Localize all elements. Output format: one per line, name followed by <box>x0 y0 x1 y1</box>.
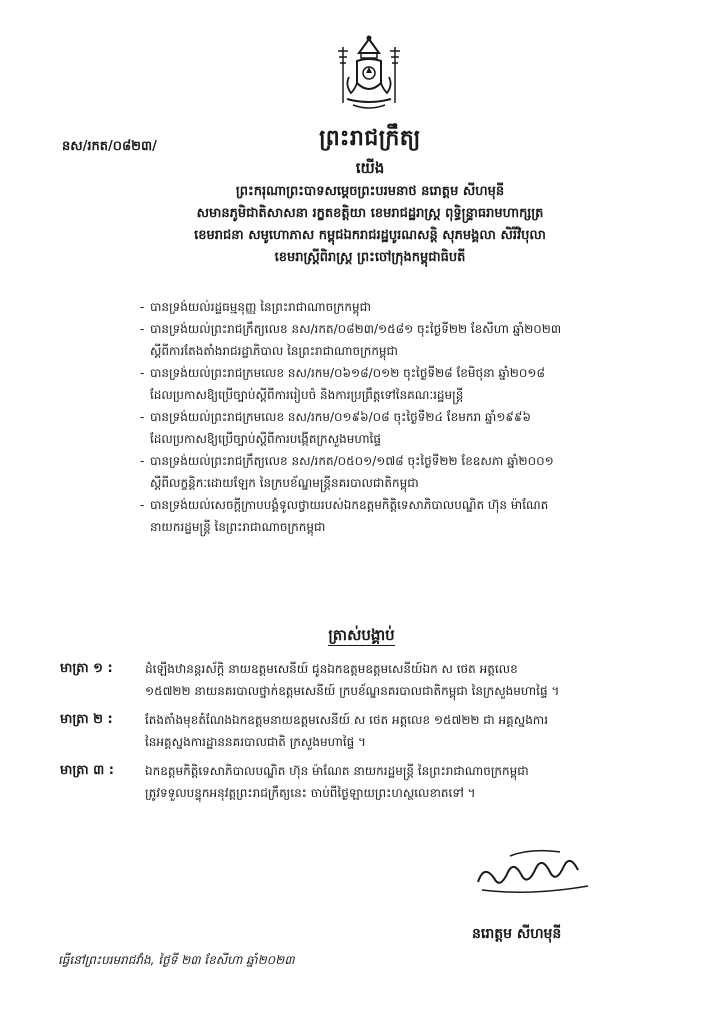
reference-text: ដែលប្រកាសឱ្យប្រើច្បាប់ស្តីពីការរៀបចំ និងការប្រព្រឹត្តទៅនៃគណៈរដ្ឋមន្ត្រី <box>150 388 464 402</box>
royal-signature <box>470 842 620 902</box>
decision-heading <box>0 626 723 648</box>
king-title-line: ព្រះករុណាព្រះបាទសម្តេចព្រះបរមនាថ នរោត្តម សីហមុនី <box>235 184 505 199</box>
article-body <box>145 760 690 804</box>
king-title-line: សមានភូមិជាតិសាសនា រក្ខតខត្តិយា ខេមរាជដ្ឋរាស្ត្រ ពុទ្ធិន្ទ្រាធរាមហាក្សត្រ <box>196 206 544 221</box>
article-text: ឯកឧត្តមកិត្តិទេសាភិបាលបណ្ឌិត ហ៊ុន ម៉ាណែត នាយករដ្ឋមន្ត្រី នៃព្រះរាជាណាចក្រកម្ពុជា <box>145 764 529 778</box>
article-label: មាត្រា ១ : <box>60 661 113 676</box>
article-item <box>60 709 690 753</box>
reference-text: ស្តីពីការតែងតាំងរាជរដ្ឋាភិបាល នៃព្រះរាជាណាចក្រកម្ពុជា <box>150 344 398 358</box>
document-number: នស/រកត/០៨២៣/ <box>62 139 157 154</box>
reference-item: - បានទ្រង់យល់រដ្ឋធម្មនុញ្ញ នៃព្រះរាជាណាចក្រកម្ពុជា <box>140 300 372 314</box>
reference-text: បានទ្រង់យល់ព្រះរាជក្រឹត្យលេខ នស/រកត/០៥០១/១៧៨ ចុះថ្ងៃទី២២ ខែឧសភា ឆ្នាំ២០០១ <box>150 454 554 468</box>
reference-text: បានទ្រង់យល់រដ្ឋធម្មនុញ្ញ នៃព្រះរាជាណាចក្រកម្ពុជា <box>150 300 372 314</box>
article-body <box>145 709 690 753</box>
document-title: ព្រះរាជក្រឹត្យ <box>319 126 421 151</box>
reference-item: - បានទ្រង់យល់ព្រះរាជក្រឹត្យលេខ នស/រកត/០៥០១/១៧៨ ចុះថ្ងៃទី២២ ខែឧសភា ឆ្នាំ២០០១ ស្តីពីលក្ខន្តិកៈដោយឡែក នៃក្របខ័ណ្ឌមន្ត្រីនគរបាលជាតិកម្ពុជា <box>140 450 680 494</box>
reference-text: ដែលប្រកាសឱ្យប្រើច្បាប់ស្តីពីការបង្កើតក្រសួងមហាផ្ទៃ <box>150 432 381 446</box>
article-label: មាត្រា ៣ : <box>60 763 114 778</box>
reference-text: បានទ្រង់យល់សេចក្តីក្រាបបង្គំទូលថ្វាយរបស់ឯកឧត្តមកិត្តិទេសាភិបាលបណ្ឌិត ហ៊ុន ម៉ាណែត <box>150 498 549 512</box>
reference-text: ស្តីពីលក្ខន្តិកៈដោយឡែក នៃក្របខ័ណ្ឌមន្ត្រីនគរបាលជាតិកម្ពុជា <box>150 476 419 490</box>
king-title-line: ខេមរាស្ត្រីពិរាស្ត្រ ព្រះចៅក្រុងកម្ពុជាធិបតី <box>274 250 466 265</box>
reference-item: - បានទ្រង់យល់ព្រះរាជក្រមលេខ នស/រកម/០១៩៦/០៨ ចុះថ្ងៃទី២៤ ខែមករា ឆ្នាំ១៩៩៦ ដែលប្រកាសឱ្យប្រើច្បាប់ស្តីពីការបង្កើតក្រសួងមហាផ្ទៃ <box>140 406 680 450</box>
issue-date: ធ្វើនៅព្រះបរមរាជវាំង, ថ្ងៃទី ២៣ ខែសីហា ឆ្នាំ២០២៣ <box>58 953 295 967</box>
article-label: មាត្រា ២ : <box>60 712 113 727</box>
reference-text: បានទ្រង់យល់ព្រះរាជក្រមលេខ នស/រកម/០៦១៨/០១២ ចុះថ្ងៃទី២៨ ខែមិថុនា ឆ្នាំ២០១៨ <box>150 366 545 380</box>
articles <box>60 658 690 811</box>
we-heading: យើង <box>355 159 385 177</box>
article-text: នៃអគ្គស្នងការដ្ឋាននគរបាលជាតិ ក្រសួងមហាផ្ទៃ ។ <box>145 735 366 749</box>
legal-references <box>140 296 680 538</box>
article-text: តែងតាំងមុខតំណែងឯកឧត្តមនាយឧត្តមសេនីយ៍ ស ថេត អត្តលេខ ១៥៧២២ ជា អគ្គស្នងការ <box>145 713 549 727</box>
royal-coat-of-arms-icon <box>335 33 403 117</box>
article-item <box>60 760 690 804</box>
king-name: នរោត្តម សីហមុនី <box>472 926 562 942</box>
king-title-line: ខេមរាជនា សមូហោភាស កម្ពុជឯករាជរដ្ឋបូរណសន្តិ សុភមង្គលា សិរីវិបុលា <box>194 228 546 243</box>
decision-heading-text: ត្រាស់បង្គាប់ <box>328 626 395 644</box>
reference-text: នាយករដ្ឋមន្ត្រី នៃព្រះរាជាណាចក្រកម្ពុជា <box>150 520 326 534</box>
article-text: ដំឡើងឋានន្តរស័ក្តិ នាយឧត្តមសេនីយ៍ ជូនឯកឧត្តមឧត្តមសេនីយ៍ឯក ស ថេត អត្តលេខ <box>145 662 518 676</box>
reference-text: បានទ្រង់យល់ព្រះរាជក្រមលេខ នស/រកម/០១៩៦/០៨ ចុះថ្ងៃទី២៤ ខែមករា ឆ្នាំ១៩៩៦ <box>150 410 531 424</box>
article-text: ១៥៧២២ នាយនគរបាលថ្នាក់ឧត្តមសេនីយ៍ ក្របខ័ណ្ឌនគរបាលជាតិកម្ពុជា នៃក្រសួងមហាផ្ទៃ ។ <box>145 684 560 698</box>
reference-text: បានទ្រង់យល់ព្រះរាជក្រឹត្យលេខ នស/រកត/០៨២៣/១៥៨១ ចុះថ្ងៃទី២២ ខែសីហា ឆ្នាំ២០២៣ <box>150 322 562 336</box>
reference-item: - បានទ្រង់យល់ព្រះរាជក្រឹត្យលេខ នស/រកត/០៨២៣/១៥៨១ ចុះថ្ងៃទី២២ ខែសីហា ឆ្នាំ២០២៣ ស្តីពីការតែងតាំងរាជរដ្ឋាភិបាល នៃព្រះរាជាណាចក្រកម្ពុជា <box>140 318 680 362</box>
article-item <box>60 658 690 702</box>
reference-item: - បានទ្រង់យល់សេចក្តីក្រាបបង្គំទូលថ្វាយរបស់ឯកឧត្តមកិត្តិទេសាភិបាលបណ្ឌិត ហ៊ុន ម៉ាណែត នាយករដ្ឋមន្ត្រី នៃព្រះរាជាណាចក្រកម្ពុជា <box>140 494 680 538</box>
decree-heading <box>130 124 610 269</box>
reference-item: - បានទ្រង់យល់ព្រះរាជក្រមលេខ នស/រកម/០៦១៨/០១២ ចុះថ្ងៃទី២៨ ខែមិថុនា ឆ្នាំ២០១៨ ដែលប្រកាសឱ្យប្រើច្បាប់ស្តីពីការរៀបចំ និងការប្រព្រឹត្តទៅនៃគណៈរដ្ឋមន្ត្រី <box>140 362 680 406</box>
article-text: ត្រូវទទួលបន្ទុកអនុវត្តព្រះរាជក្រឹត្យនេះ ចាប់ពីថ្ងៃឡាយព្រះហស្ថលេខាតទៅ ។ <box>145 786 476 800</box>
article-body <box>145 658 690 702</box>
